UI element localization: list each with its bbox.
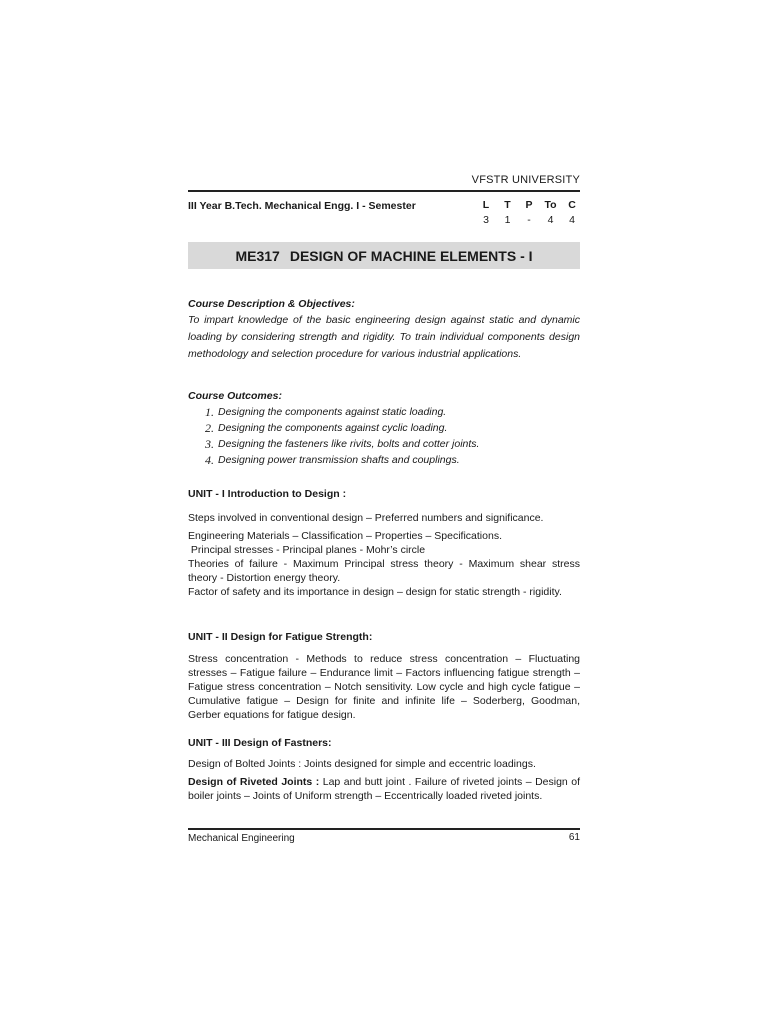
unit-3-riveted [188, 775, 580, 803]
unit-1-heading: UNIT - I Introduction to Design : [188, 488, 347, 500]
footer-rule [188, 828, 580, 830]
outcome-number: 1. [205, 405, 214, 419]
unit-3-line: Design of Bolted Joints : Joints designed for simple and eccentric loadings. [188, 758, 536, 770]
outcomes-list [188, 404, 580, 468]
ltpc-label: T [504, 199, 511, 211]
course-title-banner [188, 242, 580, 269]
list-item [188, 420, 580, 436]
list-item [188, 452, 580, 468]
course-outcomes-section [188, 388, 580, 468]
course-name: DESIGN OF MACHINE ELEMENTS - I [289, 247, 533, 264]
unit-1-body [188, 511, 580, 599]
ltpc-label: L [482, 199, 490, 211]
riveted-label: Design of Riveted Joints : [188, 776, 320, 788]
unit-1-line: Principal stresses - Principal planes - Mohr’s circle [188, 544, 426, 556]
outcomes-heading: Course Outcomes: [188, 390, 282, 402]
list-item [188, 404, 580, 420]
unit-2-section [188, 629, 580, 722]
ltpc-label: C [568, 199, 576, 211]
unit-2-heading: UNIT - II Design for Fatigue Strength: [188, 631, 373, 643]
unit-3-section [188, 735, 580, 803]
ltpc-value: 4 [547, 214, 554, 226]
unit-3-heading: UNIT - III Design of Fastners: [188, 737, 332, 749]
outcome-text: Designing the components against static loading. [218, 406, 447, 418]
course-code: ME317 [235, 247, 280, 264]
description-text: To impart knowledge of the basic engineering design against static and dynamic loading by considering strength and rigidity. To train individual components design methodology and selection procedure for various industrial applications. [188, 314, 580, 360]
unit-1-section [188, 486, 580, 599]
outcome-number: 3. [205, 437, 214, 451]
footer-department: Mechanical Engineering [188, 833, 295, 844]
ltpc-values [478, 214, 580, 229]
university-name: VFSTR UNIVERSITY [471, 174, 580, 186]
unit-1-line: Factor of safety and its importance in design – design for static strength - rigidity. [188, 586, 562, 598]
page-number: 61 [568, 832, 580, 843]
unit-1-line: Steps involved in conventional design – Preferred numbers and significance. [188, 512, 544, 524]
outcome-number: 4. [205, 453, 214, 467]
ltpc-labels [478, 199, 580, 214]
outcome-text: Designing the fasteners like rivits, bolts and cotter joints. [218, 438, 480, 450]
outcome-text: Designing power transmission shafts and couplings. [218, 454, 460, 466]
ltpc-label: To [544, 199, 557, 211]
unit-1-line: Theories of failure - Maximum Principal stress theory - Maximum shear stress theory - Distortion energy theory. [188, 558, 580, 584]
unit-1-line: Engineering Materials – Classification – Properties – Specifications. [188, 530, 502, 542]
riveted-text: Lap and butt joint . Failure of riveted joints – Design of boiler joints – Joints of Uniform strength – Eccentrically loaded riveted joints. [188, 776, 580, 802]
unit-2-body: Stress concentration - Methods to reduce stress concentration – Fluctuating stresses – Fatigue failure – Endurance limit – Factors influencing fatigue strength – Fatigue stress concentration – Notch sensitivity. Low cycle and high cycle fatigue – Cumulative fatigue – Design for finite and infinite life – Soderberg, Goodman, Gerber equations for fatigue design. [188, 653, 580, 721]
ltpc-value: 1 [504, 214, 511, 226]
year-semester: III Year B.Tech. Mechanical Engg. I - Semester [188, 200, 416, 212]
ltpc-value: 3 [483, 214, 489, 226]
ltpc-table [478, 199, 580, 229]
ltpc-value: 4 [569, 214, 575, 226]
description-heading: Course Description & Objectives: [188, 298, 355, 310]
ltpc-label: P [525, 199, 533, 211]
ltpc-value: - [527, 214, 531, 226]
course-description-section [188, 296, 580, 363]
list-item [188, 436, 580, 452]
header-rule [188, 190, 580, 192]
outcome-text: Designing the components against cyclic loading. [218, 422, 448, 434]
outcome-number: 2. [205, 421, 214, 435]
